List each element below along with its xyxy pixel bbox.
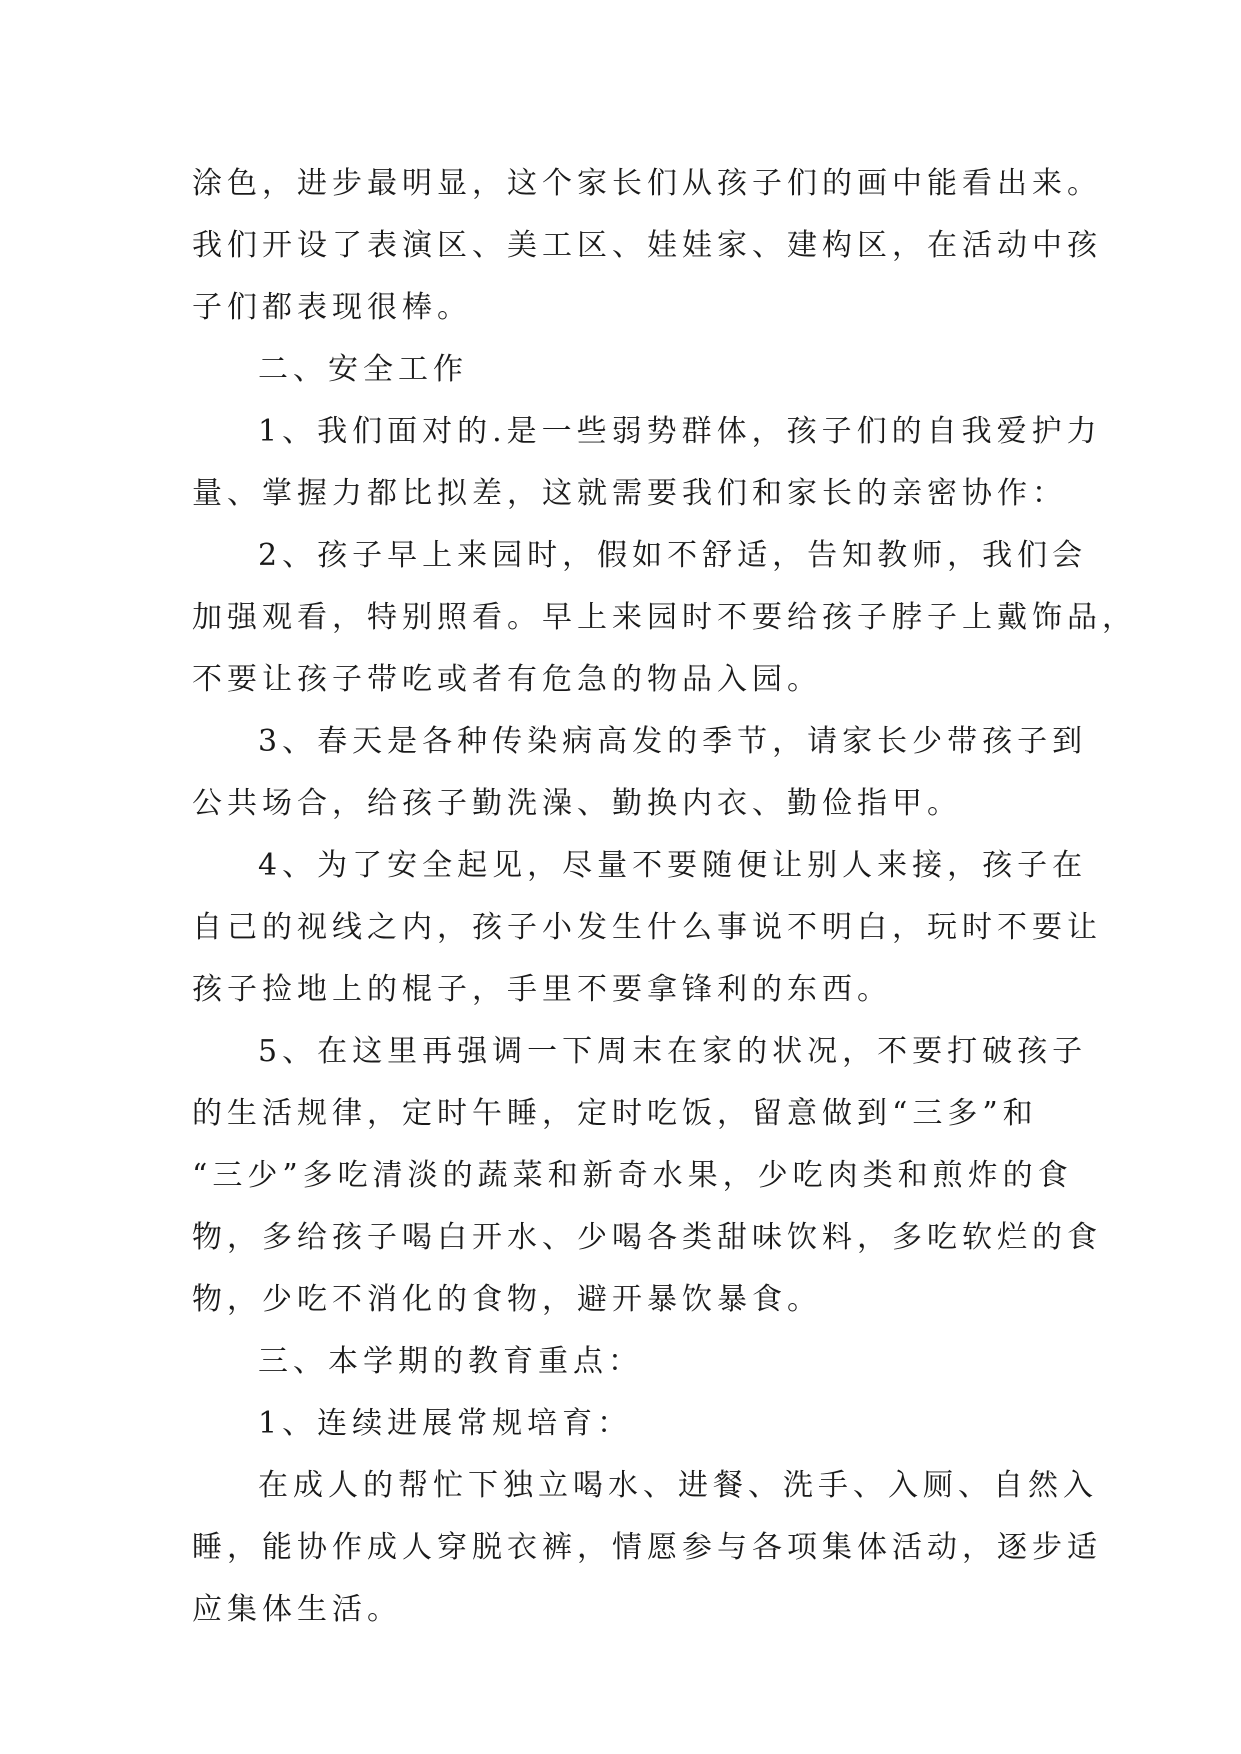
section-heading-education-focus: 三、本学期的教育重点： [258, 1344, 643, 1379]
text-line: 1、连续进展常规培育： [258, 1406, 633, 1441]
text-line: 3、春天是各种传染病高发的季节，请家长少带孩子到 [258, 724, 1088, 759]
text-line: 量、掌握力都比拟差，这就需要我们和家长的亲密协作： [192, 476, 1067, 511]
text-line: 自己的视线之内，孩子小发生什么事说不明白，玩时不要让 [192, 910, 1102, 945]
text-line: 加强观看，特别照看。早上来园时不要给孩子脖子上戴饰品， [192, 600, 1137, 635]
document-body [192, 153, 1137, 1641]
text-line: 的生活规律，定时午睡，定时吃饭，留意做到“三多”和 [192, 1096, 1038, 1131]
section-heading-safety: 二、安全工作 [258, 352, 468, 387]
text-line: 不要让孩子带吃或者有危急的物品入园。 [192, 662, 822, 697]
text-line: “三少”多吃清淡的蔬菜和新奇水果，少吃肉类和煎炸的食 [192, 1158, 1073, 1193]
text-line: 2、孩子早上来园时，假如不舒适，告知教师，我们会 [258, 538, 1088, 573]
text-line: 4、为了安全起见，尽量不要随便让别人来接，孩子在 [258, 848, 1088, 883]
text-line: 在成人的帮忙下独立喝水、进餐、洗手、入厕、自然入 [258, 1468, 1098, 1503]
text-line: 孩子捡地上的棍子，手里不要拿锋利的东西。 [192, 972, 892, 1007]
text-line: 公共场合，给孩子勤洗澡、勤换内衣、勤俭指甲。 [192, 786, 962, 821]
text-line: 应集体生活。 [192, 1592, 402, 1627]
text-line: 涂色，进步最明显，这个家长们从孩子们的画中能看出来。 [192, 166, 1102, 201]
text-line: 物，多给孩子喝白开水、少喝各类甜味饮料，多吃软烂的食 [192, 1220, 1102, 1255]
text-line: 物，少吃不消化的食物，避开暴饮暴食。 [192, 1282, 822, 1317]
text-line: 睡，能协作成人穿脱衣裤，情愿参与各项集体活动，逐步适 [192, 1530, 1102, 1565]
text-line: 1、我们面对的.是一些弱势群体，孩子们的自我爱护力 [258, 414, 1102, 449]
text-line: 子们都表现很棒。 [192, 290, 472, 325]
text-line: 5、在这里再强调一下周末在家的状况，不要打破孩子 [258, 1034, 1088, 1069]
text-line: 我们开设了表演区、美工区、娃娃家、建构区，在活动中孩 [192, 228, 1102, 263]
